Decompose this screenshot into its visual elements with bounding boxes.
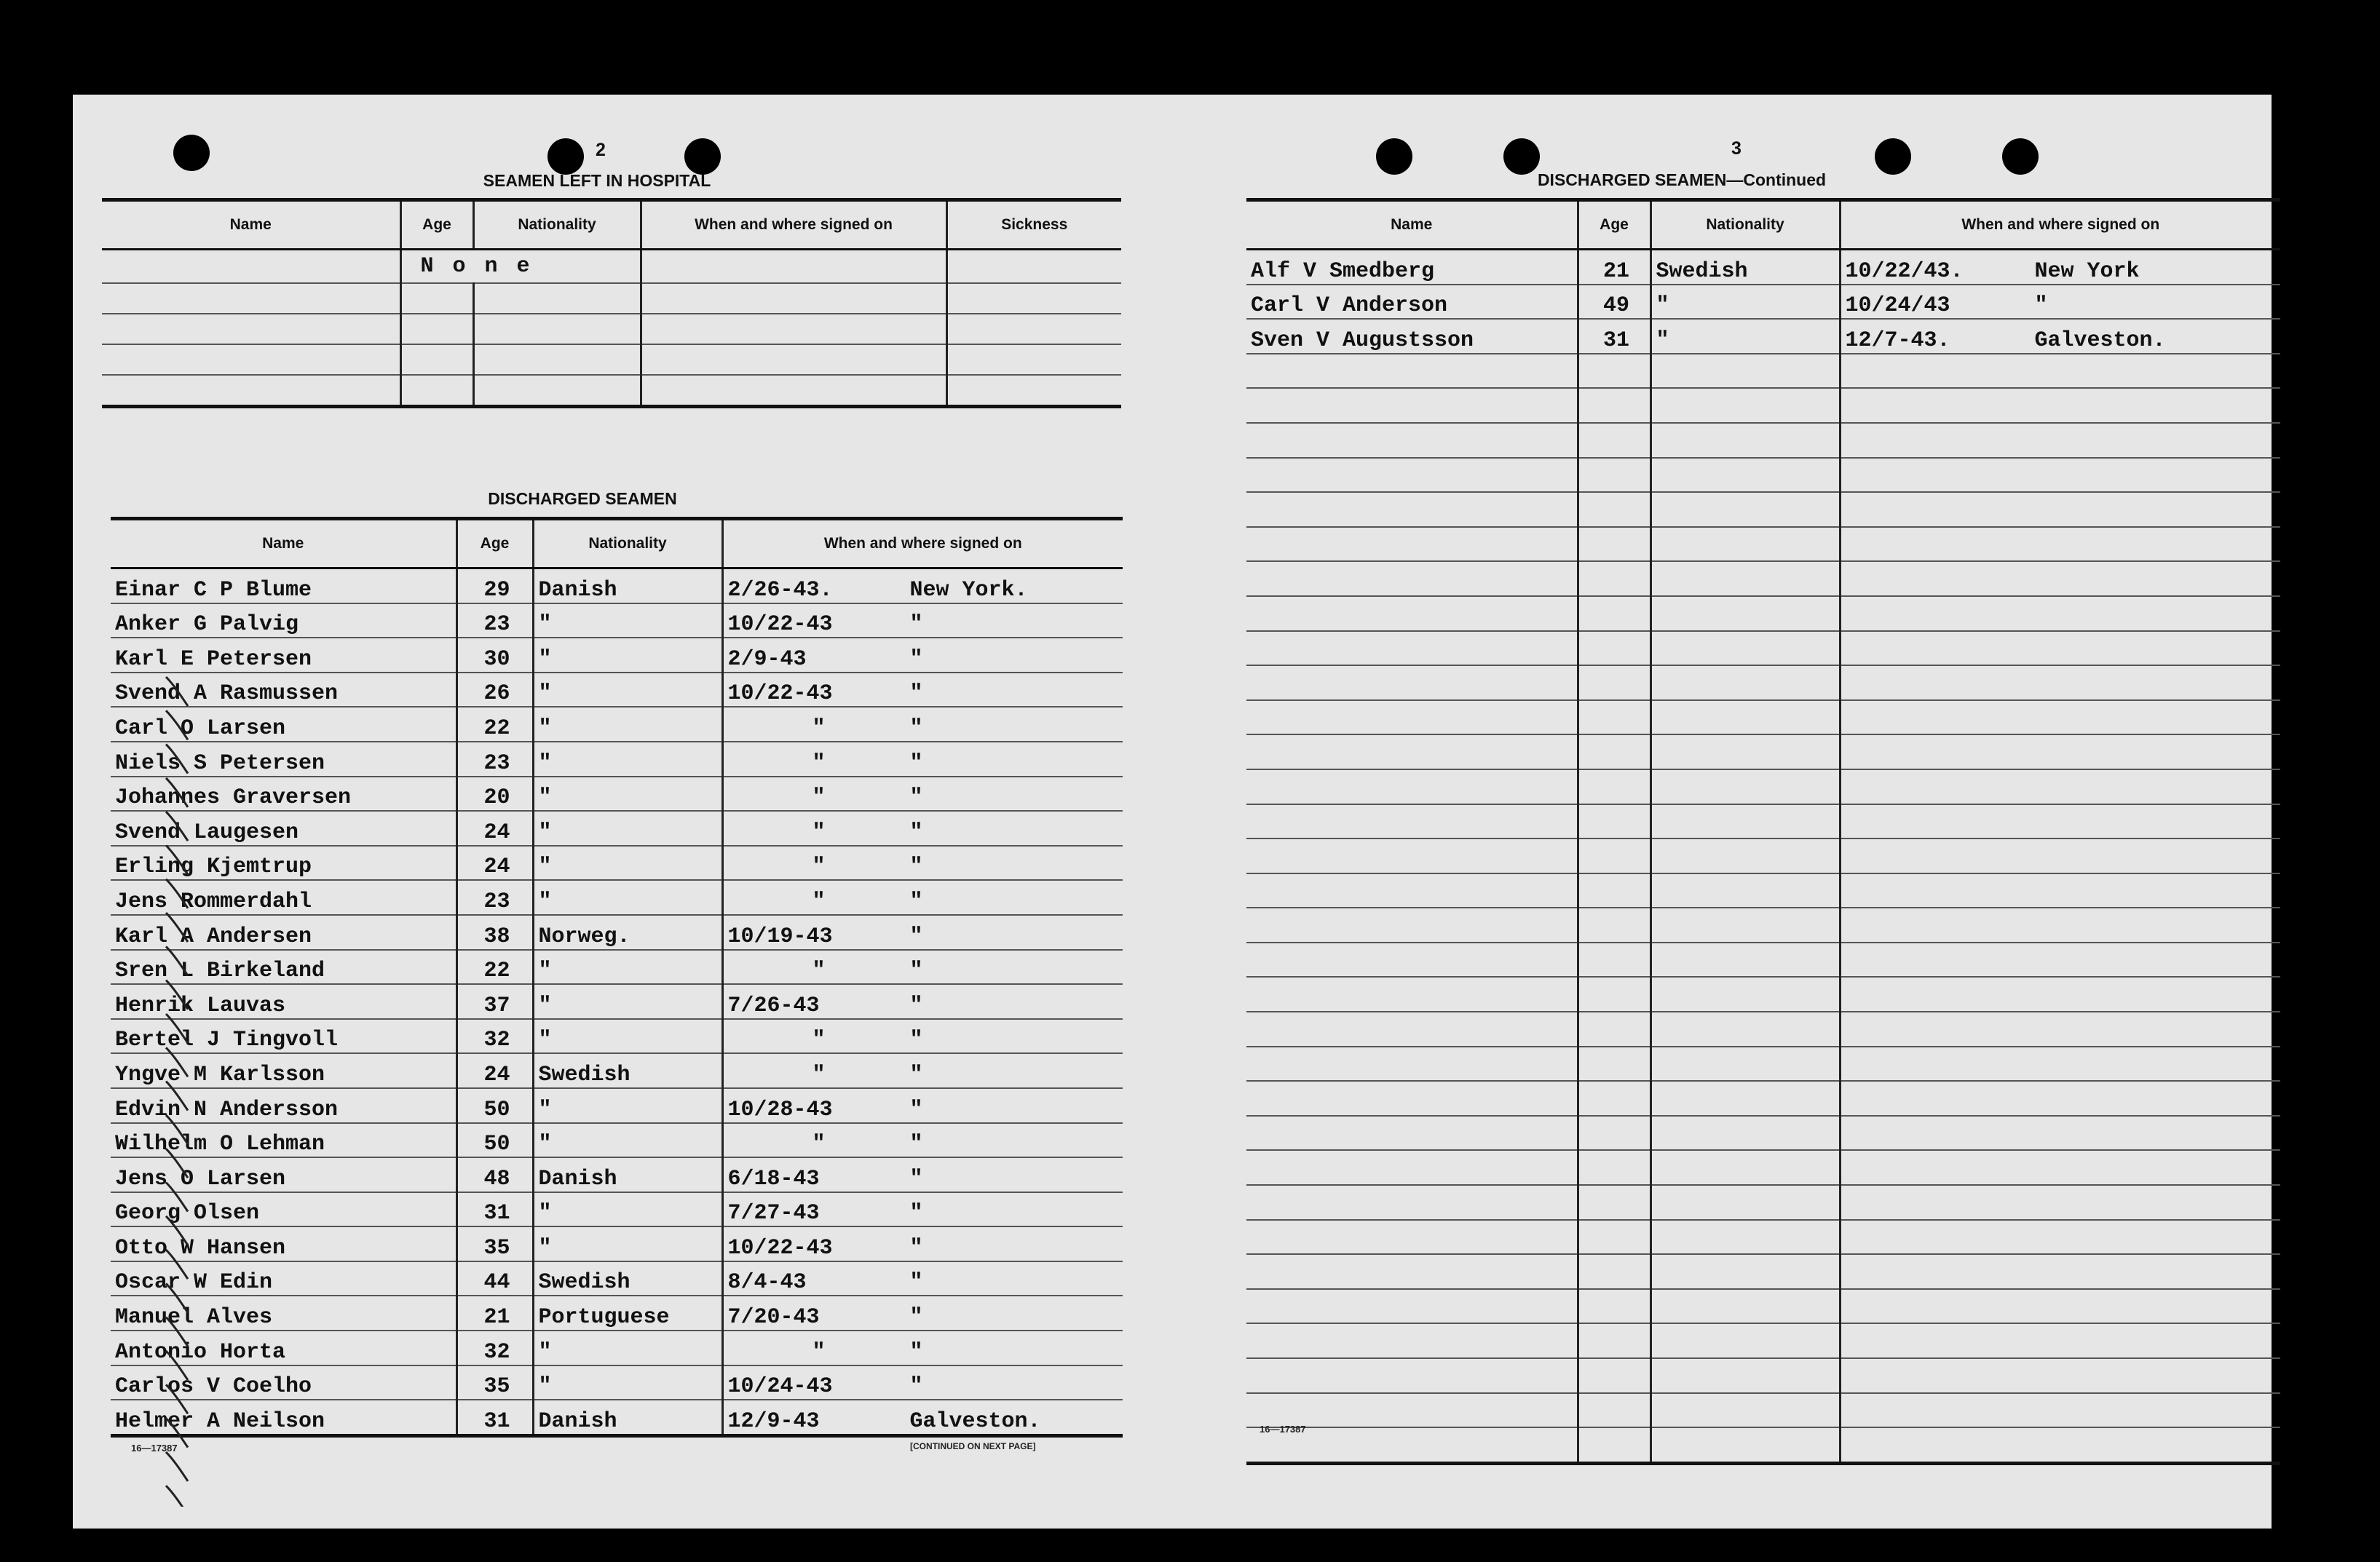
tick-mark	[166, 1014, 188, 1043]
seaman-nationality: "	[533, 777, 722, 812]
signed-on	[722, 1331, 1123, 1365]
seaman-nationality: "	[533, 707, 722, 742]
signed-on-place: "	[909, 820, 923, 845]
punch-hole	[1875, 138, 1911, 175]
tick-mark	[166, 980, 188, 1010]
seaman-name: Wilhelm O Lehman	[111, 1123, 456, 1158]
seaman-name: Yngve M Karlsson	[111, 1053, 456, 1088]
tick-mark	[166, 1384, 188, 1414]
signed-on	[1840, 319, 2280, 354]
signed-on-place: "	[909, 1374, 923, 1400]
blank-row	[1246, 1220, 2280, 1255]
table-row	[111, 568, 1123, 603]
signed-on-date: "	[812, 889, 826, 914]
signed-on-date: 2/26-43.	[727, 577, 833, 603]
signed-on	[722, 1261, 1123, 1296]
discharged-section-title: DISCHARGED SEAMEN	[488, 489, 677, 508]
seaman-nationality: Danish	[533, 1400, 722, 1435]
seaman-age: 32	[456, 1331, 533, 1365]
blank-row	[1246, 943, 2280, 978]
col-header-age: Age	[456, 519, 533, 568]
signed-on-place: "	[909, 1235, 923, 1261]
signed-on	[722, 984, 1123, 1019]
signed-on-date: 7/26-43	[727, 993, 820, 1018]
table-row	[111, 1400, 1123, 1435]
signed-on-place: "	[909, 1270, 923, 1296]
signed-on	[722, 1088, 1123, 1123]
signed-on-place: Galveston.	[2034, 328, 2166, 353]
punch-hole	[547, 138, 584, 175]
signed-on-date: "	[812, 1132, 826, 1157]
tick-mark	[166, 812, 188, 841]
seaman-age: 30	[456, 638, 533, 673]
signed-on	[722, 568, 1123, 603]
seaman-name: Edvin N Andersson	[111, 1088, 456, 1123]
signed-on-place: "	[909, 889, 923, 914]
seaman-name: Svend A Rasmussen	[111, 673, 456, 707]
seaman-age: 24	[456, 846, 533, 881]
tick-mark	[166, 710, 188, 740]
signed-on	[722, 603, 1123, 638]
signed-on-place: "	[2034, 293, 2048, 319]
signed-on-place: "	[909, 715, 923, 741]
seaman-age: 23	[456, 603, 533, 638]
table-row	[111, 880, 1123, 915]
seaman-nationality: Swedish	[1650, 250, 1840, 285]
signed-on	[722, 638, 1123, 673]
seaman-age: 49	[1578, 285, 1650, 320]
col-header-name: Name	[1246, 200, 1578, 250]
signed-on-place: "	[909, 959, 923, 984]
signed-on-place: "	[909, 646, 923, 672]
table-row	[111, 811, 1123, 846]
signed-on-place: New York.	[909, 577, 1028, 603]
signed-on-date: "	[812, 785, 826, 811]
seaman-nationality: "	[1650, 285, 1840, 320]
table-row	[111, 1123, 1123, 1158]
blank-row	[1246, 458, 2280, 493]
seaman-age: 21	[456, 1296, 533, 1331]
tick-mark	[166, 1047, 188, 1077]
blank-row	[1246, 527, 2280, 562]
signed-on-date: 12/7-43.	[1845, 328, 1950, 353]
seaman-age: 29	[456, 568, 533, 603]
seaman-age: 35	[456, 1365, 533, 1400]
seaman-nationality: "	[533, 984, 722, 1019]
seaman-age: 21	[1578, 250, 1650, 285]
col-header-age: Age	[1578, 200, 1650, 250]
blank-row	[1246, 596, 2280, 631]
seaman-nationality: Swedish	[533, 1053, 722, 1088]
blank-row	[1246, 354, 2280, 389]
table-row	[111, 1019, 1123, 1054]
col-header-sickness: Sickness	[946, 200, 1121, 250]
signed-on	[722, 811, 1123, 846]
seaman-name: Svend Laugesen	[111, 811, 456, 846]
seaman-age: 24	[456, 811, 533, 846]
signed-on-date: 2/9-43	[727, 646, 807, 672]
signed-on	[722, 673, 1123, 707]
blank-row	[1246, 1081, 2280, 1116]
blank-row	[1246, 1289, 2280, 1324]
seaman-nationality: "	[533, 811, 722, 846]
table-row	[111, 1261, 1123, 1296]
blank-row	[1246, 734, 2280, 769]
blank-row	[1246, 1012, 2280, 1047]
signed-on-date: 10/28-43	[727, 1097, 833, 1122]
signed-on	[722, 915, 1123, 950]
table-row	[111, 984, 1123, 1019]
seaman-name: Georg Olsen	[111, 1192, 456, 1227]
seaman-age: 20	[456, 777, 533, 812]
seaman-name: Johannes Graversen	[111, 777, 456, 812]
signed-on-place: "	[909, 993, 923, 1018]
tick-mark	[166, 778, 188, 807]
seaman-name: Henrik Lauvas	[111, 984, 456, 1019]
signed-on-place: Galveston.	[909, 1408, 1041, 1434]
signed-on	[722, 1123, 1123, 1158]
signed-on-place: "	[909, 924, 923, 949]
seaman-name: Einar C P Blume	[111, 568, 456, 603]
signed-on	[722, 1053, 1123, 1088]
blank-row	[1246, 665, 2280, 700]
seaman-nationality: Portuguese	[533, 1296, 722, 1331]
table-row	[111, 915, 1123, 950]
table-row	[1246, 285, 2280, 320]
seaman-nationality: Danish	[533, 568, 722, 603]
blank-row	[1246, 873, 2280, 908]
table-row	[111, 603, 1123, 638]
signed-on-date: "	[812, 1028, 826, 1053]
form-number-right: 16—17387	[1260, 1424, 1306, 1435]
hospital-section-title: SEAMEN LEFT IN HOSPITAL	[483, 171, 711, 190]
signed-on-date: 10/22-43	[727, 1235, 833, 1261]
seaman-nationality: "	[533, 673, 722, 707]
tick-mark	[166, 1216, 188, 1245]
signed-on-date: "	[812, 1339, 826, 1365]
seaman-nationality: "	[533, 1226, 722, 1261]
seaman-name: Carl O Larsen	[111, 707, 456, 742]
signed-on-place: "	[909, 750, 923, 776]
tick-mark	[166, 1250, 188, 1279]
col-header-signed-on: When and where signed on	[641, 200, 946, 250]
signed-on-date: "	[812, 959, 826, 984]
table-row	[111, 1053, 1123, 1088]
punch-hole	[2002, 138, 2039, 175]
margin-tick-marks	[159, 670, 194, 1507]
col-header-nationality: Nationality	[533, 519, 722, 568]
tick-mark	[166, 946, 188, 975]
signed-on	[722, 1296, 1123, 1331]
blank-row	[1246, 1185, 2280, 1220]
table-row	[111, 1157, 1123, 1192]
blank-row	[1246, 977, 2280, 1012]
signed-on-place: "	[909, 1339, 923, 1365]
punch-hole	[684, 138, 721, 175]
signed-on-date: 10/24/43	[1845, 293, 1950, 319]
tick-mark	[166, 1486, 188, 1507]
table-row	[111, 950, 1123, 985]
seaman-name: Sren L Birkeland	[111, 950, 456, 985]
signed-on-date: 10/22-43	[727, 681, 833, 707]
blank-row	[1246, 804, 2280, 839]
seaman-name: Carl V Anderson	[1246, 285, 1578, 320]
seaman-nationality: "	[533, 1192, 722, 1227]
seaman-age: 37	[456, 984, 533, 1019]
table-row	[111, 1088, 1123, 1123]
blank-row	[1246, 1116, 2280, 1151]
col-header-nationality: Nationality	[1650, 200, 1840, 250]
seaman-name: Niels S Petersen	[111, 742, 456, 777]
blank-row	[1246, 561, 2280, 596]
title-suffix: —Continued	[1726, 170, 1827, 189]
table-row	[111, 1331, 1123, 1365]
hospital-table	[102, 198, 1121, 408]
seaman-name: Helmer A Neilson	[111, 1400, 456, 1435]
none-entry: N o n e	[400, 250, 641, 284]
seaman-name: Karl A Andersen	[111, 915, 456, 950]
table-row	[111, 1192, 1123, 1227]
signed-on-date: 10/22-43	[727, 612, 833, 638]
discharged-table	[111, 517, 1123, 1438]
signed-on-place: "	[909, 1132, 923, 1157]
blank-row	[1246, 423, 2280, 458]
seaman-nationality: "	[533, 742, 722, 777]
punch-hole	[1503, 138, 1540, 175]
seaman-nationality: "	[533, 880, 722, 915]
tick-mark	[166, 879, 188, 908]
blank-row	[1246, 1254, 2280, 1289]
signed-on	[722, 707, 1123, 742]
seaman-name: Carlos V Coelho	[111, 1365, 456, 1400]
seaman-nationality: "	[533, 1123, 722, 1158]
signed-on-date: "	[812, 820, 826, 845]
seaman-name: Antonio Horta	[111, 1331, 456, 1365]
seaman-age: 50	[456, 1123, 533, 1158]
seaman-name: Oscar W Edin	[111, 1261, 456, 1296]
seaman-age: 23	[456, 742, 533, 777]
seaman-age: 22	[456, 707, 533, 742]
tick-mark	[166, 1082, 188, 1111]
signed-on-place: "	[909, 855, 923, 880]
seaman-nationality: "	[533, 1088, 722, 1123]
table-row	[111, 707, 1123, 742]
signed-on-place: "	[909, 1166, 923, 1192]
seaman-nationality: "	[1650, 319, 1840, 354]
tick-mark	[166, 1115, 188, 1144]
signed-on-date: 10/19-43	[727, 924, 833, 949]
seaman-name: Manuel Alves	[111, 1296, 456, 1331]
seaman-nationality: "	[533, 1019, 722, 1054]
table-row	[111, 1365, 1123, 1400]
blank-row	[1246, 631, 2280, 666]
title-main: DISCHARGED SEAMEN	[1537, 170, 1727, 189]
signed-on-date: 8/4-43	[727, 1270, 807, 1296]
signed-on	[722, 1157, 1123, 1192]
table-row	[1246, 319, 2280, 354]
signed-on-place: "	[909, 785, 923, 811]
col-header-name: Name	[102, 200, 400, 250]
blank-row	[1246, 700, 2280, 735]
signed-on-place: "	[909, 1097, 923, 1122]
continued-note: [CONTINUED ON NEXT PAGE]	[910, 1441, 1036, 1451]
signed-on	[722, 1400, 1123, 1435]
seaman-name: Otto W Hansen	[111, 1226, 456, 1261]
table-row	[111, 638, 1123, 673]
blank-row	[1246, 1150, 2280, 1185]
table-row	[111, 742, 1123, 777]
seaman-age: 22	[456, 950, 533, 985]
page-number-left: 2	[596, 140, 606, 160]
seaman-nationality: "	[533, 603, 722, 638]
signed-on	[722, 1192, 1123, 1227]
page-number-right: 3	[1731, 138, 1741, 159]
seaman-name: Jens Rommerdahl	[111, 880, 456, 915]
blank-row	[1246, 1393, 2280, 1428]
tick-mark	[166, 1351, 188, 1380]
blank-row	[1246, 388, 2280, 423]
seaman-age: 23	[456, 880, 533, 915]
signed-on-date: "	[812, 750, 826, 776]
seaman-nationality: Norweg.	[533, 915, 722, 950]
seaman-age: 50	[456, 1088, 533, 1123]
signed-on	[722, 1226, 1123, 1261]
signed-on	[722, 846, 1123, 881]
blank-row	[1246, 492, 2280, 527]
tick-mark	[166, 1183, 188, 1212]
seaman-age: 26	[456, 673, 533, 707]
seaman-nationality: Danish	[533, 1157, 722, 1192]
signed-on-place: "	[909, 1201, 923, 1226]
signed-on-date: "	[812, 715, 826, 741]
discharged-continued-table	[1246, 198, 2280, 1465]
signed-on-date: 12/9-43	[727, 1408, 820, 1434]
seaman-nationality: "	[533, 1365, 722, 1400]
signed-on	[722, 777, 1123, 812]
seaman-name: Alf V Smedberg	[1246, 250, 1578, 285]
tick-mark	[166, 1317, 188, 1347]
blank-row	[1246, 1047, 2280, 1082]
seaman-nationality: "	[533, 950, 722, 985]
discharged-continued-title	[1281, 170, 2082, 190]
signed-on	[722, 880, 1123, 915]
seaman-name: Karl E Petersen	[111, 638, 456, 673]
col-header-signed-on: When and where signed on	[1840, 200, 2280, 250]
tick-mark	[166, 677, 188, 706]
table-row	[111, 673, 1123, 707]
signed-on-place: "	[909, 1028, 923, 1053]
blank-row	[1246, 1358, 2280, 1393]
signed-on-date: "	[812, 1062, 826, 1087]
form-number-left: 16—17387	[131, 1443, 178, 1454]
seaman-age: 35	[456, 1226, 533, 1261]
signed-on	[722, 950, 1123, 985]
seaman-name: Sven V Augustsson	[1246, 319, 1578, 354]
seaman-name: Bertel J Tingvoll	[111, 1019, 456, 1054]
signed-on-place: "	[909, 612, 923, 638]
table-row	[111, 777, 1123, 812]
seaman-name: Jens O Larsen	[111, 1157, 456, 1192]
signed-on	[1840, 285, 2280, 320]
signed-on	[1840, 250, 2280, 285]
seaman-age: 24	[456, 1053, 533, 1088]
seaman-name: Erling Kjemtrup	[111, 846, 456, 881]
table-row	[111, 846, 1123, 881]
col-header-nationality: Nationality	[473, 200, 641, 250]
blank-row	[1246, 908, 2280, 943]
table-row	[111, 1226, 1123, 1261]
signed-on-date: 7/20-43	[727, 1305, 820, 1331]
signed-on-place: "	[909, 1062, 923, 1087]
col-header-age: Age	[400, 200, 473, 250]
punch-hole	[1376, 138, 1412, 175]
seaman-nationality: "	[533, 638, 722, 673]
tick-mark	[166, 1452, 188, 1481]
table-row	[111, 1296, 1123, 1331]
signed-on-date: 6/18-43	[727, 1166, 820, 1192]
signed-on-date: 7/27-43	[727, 1201, 820, 1226]
tick-mark	[166, 745, 188, 774]
signed-on	[722, 1019, 1123, 1054]
table-row	[1246, 250, 2280, 285]
signed-on-place: New York	[2034, 258, 2140, 284]
signed-on-place: "	[909, 681, 923, 707]
tick-mark	[166, 846, 188, 875]
signed-on	[722, 1365, 1123, 1400]
seaman-nationality: "	[533, 846, 722, 881]
seaman-name: Anker G Palvig	[111, 603, 456, 638]
seaman-age: 38	[456, 915, 533, 950]
col-header-name: Name	[111, 519, 456, 568]
blank-row	[1246, 1323, 2280, 1358]
signed-on	[722, 742, 1123, 777]
blank-row	[1246, 839, 2280, 873]
seaman-age: 44	[456, 1261, 533, 1296]
seaman-age: 48	[456, 1157, 533, 1192]
signed-on-date: 10/24-43	[727, 1374, 833, 1400]
col-header-signed-on: When and where signed on	[722, 519, 1123, 568]
seaman-nationality: Swedish	[533, 1261, 722, 1296]
blank-row	[1246, 769, 2280, 804]
signed-on-date: 10/22/43.	[1845, 258, 1964, 284]
seaman-age: 31	[456, 1400, 533, 1435]
tick-mark	[166, 913, 188, 942]
seaman-nationality: "	[533, 1331, 722, 1365]
seaman-age: 31	[1578, 319, 1650, 354]
manifest-sheet	[73, 95, 2272, 1529]
blank-row	[1246, 1427, 2280, 1463]
seaman-age: 31	[456, 1192, 533, 1227]
punch-hole	[173, 135, 210, 171]
signed-on-date: "	[812, 855, 826, 880]
signed-on-place: "	[909, 1305, 923, 1331]
tick-mark	[166, 1283, 188, 1312]
seaman-age: 32	[456, 1019, 533, 1054]
tick-mark	[166, 1149, 188, 1178]
